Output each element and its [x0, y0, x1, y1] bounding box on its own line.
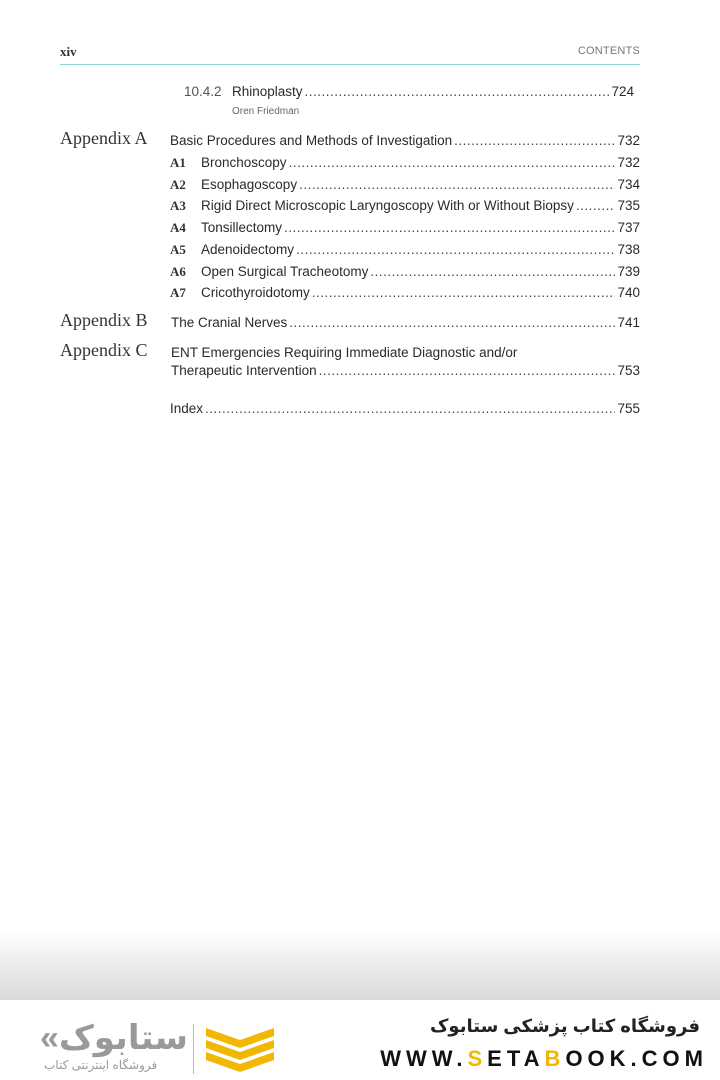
- url-accent: B: [544, 1046, 566, 1071]
- dot-leader: [305, 84, 610, 99]
- toc-entry-item[interactable]: [201, 198, 640, 213]
- url-accent: S: [467, 1046, 488, 1071]
- page-header: [60, 44, 640, 64]
- toc-title: Open Surgical Tracheotomy: [201, 264, 369, 279]
- toc-entry-appendix-b[interactable]: [171, 315, 640, 330]
- toc-page: 739: [617, 264, 640, 279]
- toc-entry-appendix-c[interactable]: [171, 363, 640, 378]
- item-code: A6: [170, 264, 186, 279]
- shop-url[interactable]: [380, 1046, 708, 1072]
- toc-page: 732: [617, 155, 640, 170]
- item-code: A4: [170, 220, 186, 235]
- toc-title: Adenoidectomy: [201, 242, 295, 257]
- toc-page: 724: [611, 84, 634, 99]
- toc-entry-item[interactable]: [201, 285, 640, 300]
- dot-leader: [289, 315, 615, 330]
- toc-title: Esophagoscopy: [201, 177, 298, 192]
- toc-title: Therapeutic Intervention: [171, 363, 317, 378]
- toc-entry-item[interactable]: [201, 177, 640, 192]
- brand-logo-subtitle: فروشگاه اینترنتی کتاب: [44, 1058, 158, 1072]
- toc-page: 734: [617, 177, 640, 192]
- footer-banner: [0, 1000, 720, 1080]
- toc-page: 741: [617, 315, 640, 330]
- item-code: A7: [170, 285, 186, 300]
- toc-page: 735: [617, 198, 640, 213]
- logo-divider: [193, 1024, 194, 1074]
- toc-entry-item[interactable]: [201, 220, 640, 235]
- toc-entry-rhinoplasty[interactable]: [232, 84, 634, 99]
- dot-leader: [312, 285, 616, 300]
- toc-entry-item[interactable]: [201, 242, 640, 257]
- dot-leader: [319, 363, 616, 378]
- toc-page: 737: [617, 220, 640, 235]
- url-part: OOK.COM: [565, 1046, 708, 1071]
- toc-title: Rhinoplasty: [232, 84, 303, 99]
- toc-title: Index: [170, 401, 204, 416]
- url-part: ETA: [487, 1046, 545, 1071]
- item-code: A2: [170, 177, 186, 192]
- dot-leader: [370, 264, 615, 279]
- toc-title: The Cranial Nerves: [171, 315, 288, 330]
- toc-page: 755: [617, 401, 640, 416]
- toc-title: Basic Procedures and Methods of Investigation: [170, 133, 453, 148]
- dot-leader: [205, 401, 615, 416]
- appendix-c-label: Appendix C: [60, 340, 148, 360]
- toc-page: 753: [617, 363, 640, 378]
- dot-leader: [289, 155, 616, 170]
- item-code: A5: [170, 242, 186, 257]
- dot-leader: [299, 177, 615, 192]
- url-part: WWW.: [380, 1046, 468, 1071]
- toc-page: 732: [617, 133, 640, 148]
- toc-entry-index[interactable]: [170, 401, 640, 416]
- toc-title-line1: ENT Emergencies Requiring Immediate Diagnostic and/or: [171, 345, 518, 360]
- toc-entry-item[interactable]: [201, 264, 640, 279]
- author-name: Oren Friedman: [232, 106, 300, 117]
- shop-name: فروشگاه کتاب پزشکی ستابوک: [429, 1016, 700, 1036]
- page-number: xiv: [60, 44, 77, 59]
- footer-fade: [0, 930, 720, 1000]
- dot-leader: [296, 242, 615, 257]
- toc-title: Cricothyroidotomy: [201, 285, 310, 300]
- toc-entry-appendix-a[interactable]: [170, 133, 640, 148]
- appendix-a-label: Appendix A: [60, 128, 148, 148]
- dot-leader: [284, 220, 615, 235]
- dot-leader: [576, 198, 616, 213]
- toc-entry-item[interactable]: [201, 155, 640, 170]
- toc-page: 738: [617, 242, 640, 257]
- brand-logo-text[interactable]: «ستابوک: [40, 1019, 188, 1057]
- appendix-b-label: Appendix B: [60, 310, 148, 330]
- item-code: A3: [170, 198, 186, 213]
- book-stack-icon: [200, 1024, 280, 1074]
- dot-leader: [454, 133, 615, 148]
- toc-title: Tonsillectomy: [201, 220, 283, 235]
- toc-title: Bronchoscopy: [201, 155, 287, 170]
- subsection-number: 10.4.2: [184, 84, 222, 99]
- header-rule: [60, 64, 640, 65]
- item-code: A1: [170, 155, 186, 170]
- running-head: CONTENTS: [577, 45, 640, 57]
- toc-page: 740: [617, 285, 640, 300]
- toc-title: Rigid Direct Microscopic Laryngoscopy With or Without Biopsy: [201, 198, 574, 213]
